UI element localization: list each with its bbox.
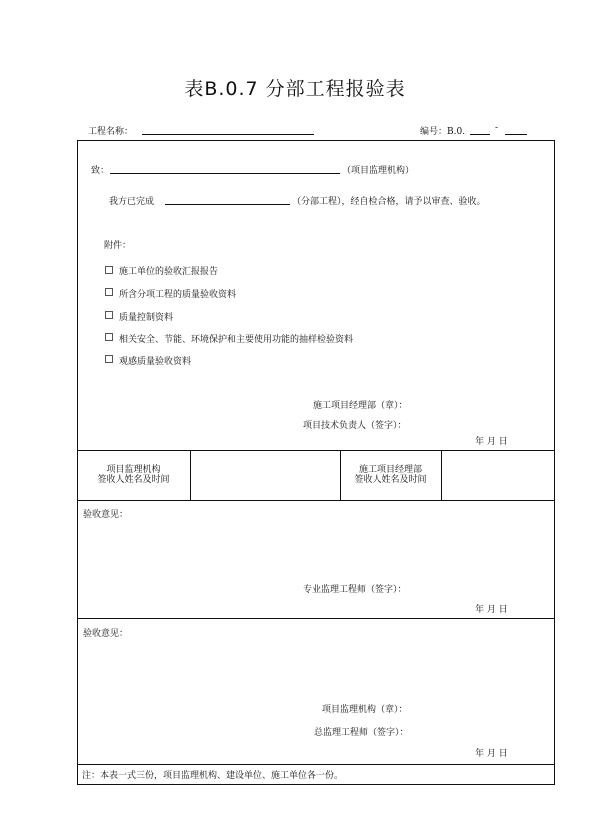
opinion-label-2: 验收意见： <box>83 629 129 639</box>
project-name-label: 工程名称： <box>88 127 134 137</box>
attachment-label: 观感质量验收资料 <box>119 357 192 367</box>
attachment-checkbox[interactable] <box>105 266 113 274</box>
tech-lead-label: 项目技术负责人（签字）： <box>303 421 407 431</box>
sub-project-field[interactable] <box>165 204 290 205</box>
supervisor-receipt-line2: 签收人姓名及时间 <box>97 475 170 485</box>
contractor-receipt-label <box>340 465 441 485</box>
attachment-label: 施工单位的验收汇报报告 <box>119 267 219 277</box>
divider <box>77 618 555 619</box>
opinion-label-1: 验收意见： <box>83 510 129 520</box>
attachment-checkbox[interactable] <box>105 333 113 341</box>
divider <box>77 764 555 765</box>
to-suffix: （项目监理机构） <box>342 166 415 176</box>
attachment-label: 所含分项工程的质量验收资料 <box>119 290 237 300</box>
date-1: 年 月 日 <box>475 437 508 447</box>
to-field[interactable] <box>110 173 340 174</box>
date-3: 年 月 日 <box>475 749 508 759</box>
chief-engineer-label: 总监理工程师（签字）： <box>314 728 409 738</box>
attachment-checkbox[interactable] <box>105 355 113 363</box>
completed-suffix: （分部工程），经自检合格，请予以审查、验收。 <box>292 197 486 207</box>
number-field-2[interactable] <box>505 134 527 135</box>
number-field-1[interactable] <box>470 134 490 135</box>
supervisor-receipt-label <box>77 465 190 485</box>
specialist-engineer-label: 专业监理工程师（签字）： <box>303 585 407 595</box>
contractor-receipt-field[interactable] <box>442 451 554 499</box>
project-name-field[interactable] <box>142 134 314 135</box>
attachment-label: 质量控制资料 <box>119 313 174 323</box>
contractor-receipt-line2: 签收人姓名及时间 <box>354 475 427 485</box>
supervisor-org-label: 项目监理机构（章）： <box>322 705 408 715</box>
attachment-label: 相关安全、节能、环境保护和主要使用功能的抽样检验资料 <box>119 335 354 345</box>
attachments-label: 附件： <box>104 241 132 251</box>
completed-prefix: 我方已完成 <box>109 197 155 207</box>
number-dash: - <box>495 123 499 133</box>
attachment-checkbox[interactable] <box>105 288 113 296</box>
date-2: 年 月 日 <box>475 605 508 615</box>
number-label: 编号：B.0. <box>420 127 466 137</box>
supervisor-receipt-field[interactable] <box>191 451 339 499</box>
divider <box>77 500 555 501</box>
contractor-receipt-line1: 施工项目经理部 <box>358 465 422 475</box>
page-title: 表B.0.7 分部工程报验表 <box>184 78 406 100</box>
contractor-dept-label: 施工项目经理部（章）： <box>313 401 408 411</box>
note: 注：本表一式三份，项目监理机构、建设单位、施工单位各一份。 <box>82 771 344 781</box>
to-label: 致： <box>91 166 110 176</box>
supervisor-receipt-line1: 项目监理机构 <box>106 465 161 475</box>
attachment-checkbox[interactable] <box>105 311 113 319</box>
